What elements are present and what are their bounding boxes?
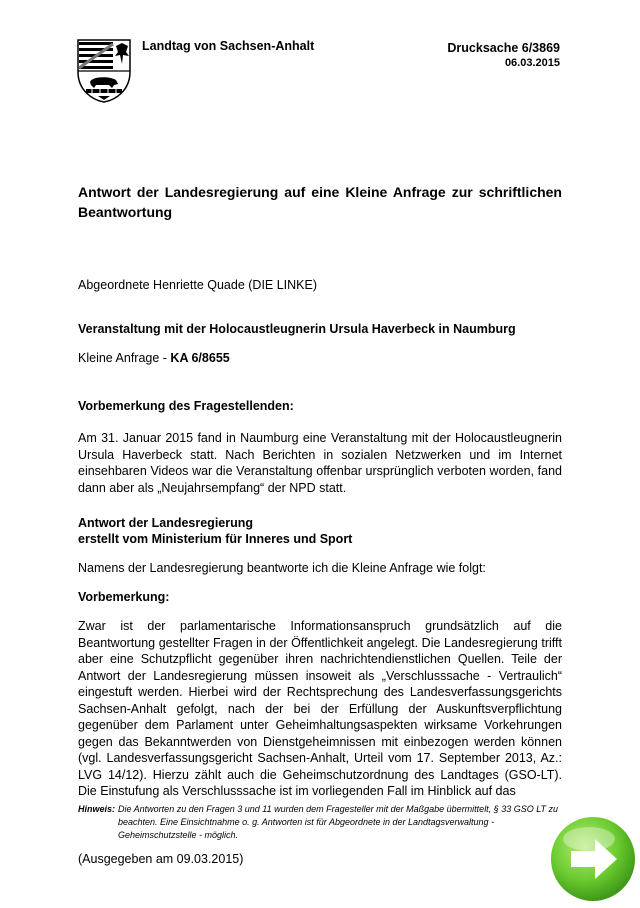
parliament-name: Landtag von Sachsen-Anhalt	[142, 39, 315, 53]
coat-of-arms-icon	[76, 38, 132, 104]
footnote-label: Hinweis:	[78, 804, 116, 814]
answer-subheading: erstellt vom Ministerium für Inneres und Sport	[78, 532, 353, 546]
footnote	[78, 803, 568, 842]
inquiry-prefix: Kleine Anfrage -	[78, 351, 171, 365]
remark-text: Zwar ist der parlamentarische Informationsanspruch grundsätzlich auf die Beantwortung gestellter Fragen in der Öffentlichkeit angelegt. Die Landesregierung trifft aber eine Schutzpflicht gegenüber ihren nachrichtendienstlichen Quellen. Teile der Antwort der Landesregierung müssen insoweit als „Verschlusssache - Vertraulich“ eingestuft werden. Hierbei wird der Rechtsprechung des Landesverfassungsgerichts Sachsen-Anhalt gefolgt, nach der bei der Erfüllung der Auskunftsverpflichtung gegenüber dem Parlament unter Geheimhaltungsaspekten wirksame Vorkehrungen gegen das Bekanntwerden von Dienstgeheimnissen mit einbezogen werden können (vgl. Landesverfassungsgericht Sachsen-Anhalt, Urteil vom 17. September 2013, Az.: LVG 14/12). Hierzu zählt auch die Geheimschutzordnung des Landtages (GSO-LT). Die Einstufung als Verschlusssache ist im vorliegenden Fall im Hinblick auf das	[78, 619, 562, 798]
issued-date: (Ausgegeben am 09.03.2015)	[78, 852, 244, 866]
footnote-text: Die Antworten zu den Fragen 3 und 11 wurden dem Fragesteller mit der Maßgabe übermittelt, § 33 GSO LT zu beachten. Eine Einsichtnahme o. g. Antworten ist für Abgeordnete in der Landtagsverwaltung - Geheimschutzstelle - möglich.	[118, 804, 559, 840]
prelim-text: Am 31. Januar 2015 fand in Naumburg eine Veranstaltung mit der Holocaustleugnerin Ursula Haverbeck statt. Nach Berichten in sozialen Netzwerken und im Internet einsehbaren Videos war die Veranstaltung offenbar ursprünglich verboten worden, fand dann aber als „Neujahrsempfang“ der NPD statt.	[78, 431, 562, 495]
answer-heading: Antwort der Landesregierung	[78, 516, 254, 530]
document-number: Drucksache 6/3869	[447, 41, 560, 55]
remark-heading: Vorbemerkung:	[78, 590, 170, 604]
document-title: Antwort der Landesregierung auf eine Kleine Anfrage zur schriftlichen Beantwortung	[78, 184, 562, 220]
inquiry-subject: Veranstaltung mit der Holocaustleugnerin Ursula Haverbeck in Naumburg	[78, 322, 516, 336]
document-date: 06.03.2015	[504, 57, 560, 69]
inquiry-reference	[78, 350, 562, 367]
next-arrow-icon	[549, 815, 637, 903]
member-name: Abgeordnete Henriette Quade (DIE LINKE)	[78, 278, 318, 292]
prelim-heading: Vorbemerkung des Fragestellenden:	[78, 399, 294, 413]
answer-intro: Namens der Landesregierung beantworte ich die Kleine Anfrage wie folgt:	[78, 561, 486, 575]
inquiry-number: KA 6/8655	[170, 351, 230, 365]
next-page-button[interactable]	[549, 815, 637, 903]
